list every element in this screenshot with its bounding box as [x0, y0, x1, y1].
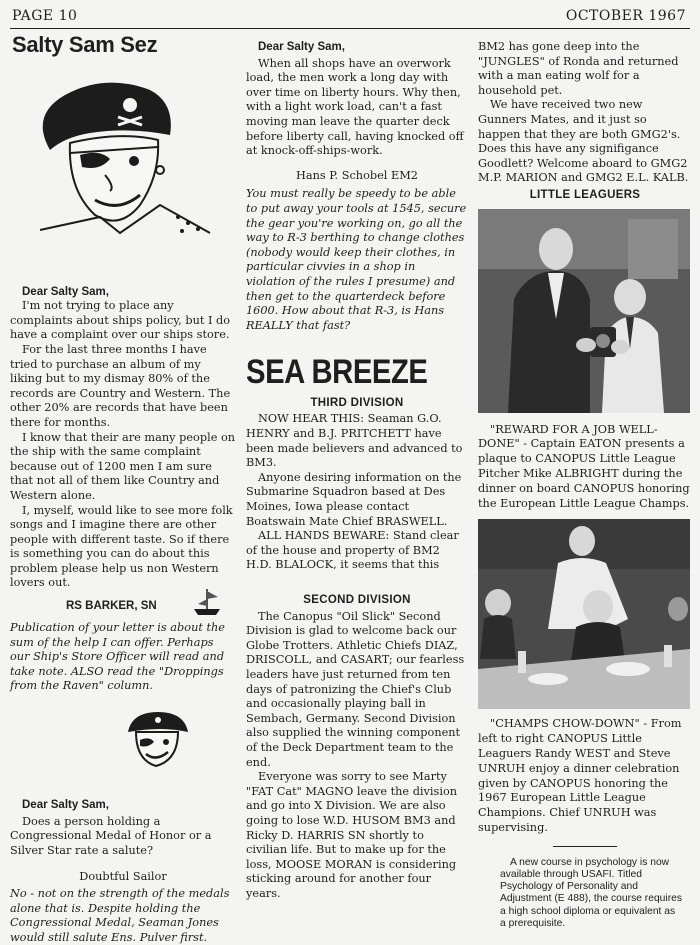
page-number: PAGE 10 [12, 8, 78, 24]
letter3-paragraph: When all shops have an overwork load, the men work a long day with over time on liberty hours. Why then, with a light work load, can't a fast moving man leave the quarter deck before liberty call, having knocked off at knock-off-ships-work. [246, 56, 464, 158]
sea-breeze-title: SEA BREEZE [246, 353, 428, 392]
column-letters-sea-breeze [246, 30, 468, 929]
column-salty-sam [10, 30, 236, 944]
ship-icon [190, 585, 224, 619]
award-photo [478, 209, 690, 413]
issue-date: OCTOBER 1967 [565, 8, 686, 24]
letter1-salutation: Dear Salty Sam, [22, 285, 109, 298]
dinner-photo [478, 519, 690, 709]
continued-paragraph: We have received two new Gunners Mates, and it just so happen that they are both GMG2's. Does this have any signifigance Goodlett? Welcome aboard to GMG2 M.P. MARION and GMG2 E.L. KALB. [478, 98, 689, 185]
continued-paragraph: BM2 has gone deep into the "JUNGLES" of Ronda and returned with a man eating wolf for a household pet. [478, 40, 679, 97]
letter2-paragraph: Does a person holding a Congressional Medal of Honor or a Silver Star rate a salute? [10, 814, 212, 857]
third-division-heading: THIRD DIVISION [310, 396, 404, 409]
third-division-paragraph: NOW HEAR THIS: Seaman G.O. HENRY and B.J. PRITCHETT have been made believers and advanced to BM3. [246, 412, 463, 470]
letter1-paragraph: I'm not trying to place any complaints about ships policy, but I do have a complaint over our ships store. [10, 299, 231, 342]
page-header [10, 6, 690, 29]
divider [553, 846, 617, 847]
letter3-reply: You must really be speedy to be able to put away your tools at 1545, secure the gear you're working on, go all the way to R-3 berthing to change clothes (nobody would keep their clothes, in particular civvies in a shop in violation of the rules I presume) and then get to the quarterdeck before 1600. How about that R-3, is Hans REALLY that fast? [246, 187, 467, 332]
letter2-salutation: Dear Salty Sam, [22, 799, 109, 812]
award-photo-caption: "REWARD FOR A JOB WELL-DONE" - Captain EATON presents a plaque to CANOPUS Little League Pitcher Mike ALBRIGHT during the dinner on board CANOPUS honoring the European Little League Champs. [478, 422, 690, 510]
second-division-heading: SECOND DIVISION [303, 594, 411, 606]
letter3-signature: Hans P. Schobel EM2 [295, 168, 418, 182]
letter1-signature-row [10, 591, 236, 621]
letter3-salutation: Dear Salty Sam, [258, 41, 345, 53]
second-division-paragraph: Everyone was sorry to see Marty "FAT Cat" MAGNO leave the division and go into X Division. We are also going to lose W.D. HUSOM BM3 and Ricky D. HARRIS SN shortly to civilian life. But to make up for the loss, MOOSE MORAN is considering sticking around for another four years. [246, 770, 458, 900]
letter1-signature: RS BARKER, SN [66, 600, 157, 613]
letter1-reply: Publication of your letter is about the sum of the help I can offer. Perhaps our Ship's Store Officer will read and take note. ALSO read the "Droppings from the Raven" column. [10, 621, 225, 693]
letter1-paragraph: For the last three months I have tried to purchase an album of my liking but to my dismay 80% of the records are Country and Western. The other 20% are records that have been there for months. [10, 342, 231, 429]
usafi-notice: A new course in psychology is now available through USAFI. Titled Psychology of Personality and Adjustment (E 488), the course requires a high school diploma or equivalent as a prerequisite. [500, 856, 683, 929]
third-division-paragraph: Anyone desiring information on the Submarine Squadron based at Des Moines, Iowa please contact Boatswain Mate Chief BRASWELL. [246, 470, 462, 528]
letter1-paragraph: I, myself, would like to see more folk songs and I imagine there are other people with different taste. So if there is something you can do about this problem please help us non Western lovers out. [10, 503, 233, 590]
second-division-paragraph: The Canopus "Oil Slick" Second Division is glad to welcome back our Globe Trotters. Athletic Chiefs DIAZ, DRISCOLL, and CASART; our fearless leaders have just returned from ten days of patronizing the Chief's Club and occasionally playing ball in Sembach, Germany. Second Division also supplied the winning component of the Deck Department team to the end. [246, 609, 465, 769]
little-leaguers-heading: LITTLE LEAGUERS [529, 188, 641, 201]
letter2-reply: No - not on the strength of the medals alone that is. Despite holding the Congressional Medal, Seaman Jones would still salute Ens. Pulver first. [10, 887, 230, 944]
letter1-paragraph: I know that their are many people on the ship with the same complaint because out of 1200 men I am sure that not all of them like Country and Western alone. [10, 430, 236, 502]
third-division-paragraph: ALL HANDS BEWARE: Stand clear of the house and property of BM2 H.D. BLALOCK, it seems that this [246, 529, 459, 572]
column-title: Salty Sam Sez [12, 32, 158, 57]
dinner-photo-caption: "CHAMPS CHOW-DOWN" - From left to right CANOPUS Little Leaguers Randy WEST and Steve UNRUH enjoy a dinner celebration given by CANOPUS honoring the 1967 European Little League Champions. Chief UNRUH was supervising. [478, 717, 682, 834]
pirate-head-icon [122, 708, 236, 772]
letter2-signature: Doubtful Sailor [79, 870, 167, 884]
salty-sam-cartoon [10, 55, 236, 235]
column-little-leaguers [478, 30, 692, 929]
